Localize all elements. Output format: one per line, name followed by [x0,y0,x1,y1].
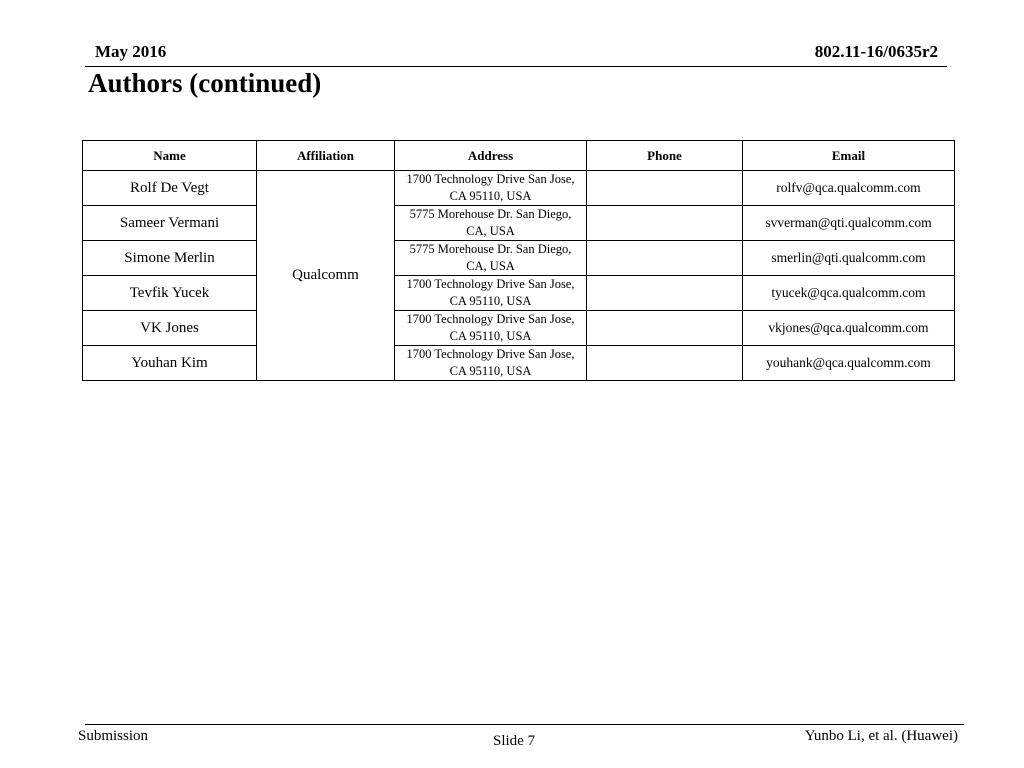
authors-table [82,140,955,381]
footer-submission: Submission [78,728,149,744]
footer-authors: Yunbo Li, et al. (Huawei) [804,728,958,744]
author-address: 1700 Technology Drive San Jose, CA 95110, USA [395,311,587,346]
author-address: 1700 Technology Drive San Jose, CA 95110, USA [395,346,587,381]
author-email: vkjones@qca.qualcomm.com [743,311,955,346]
author-email: svverman@qti.qualcomm.com [743,206,955,241]
author-phone [587,241,743,276]
author-address: 5775 Morehouse Dr. San Diego, CA, USA [395,206,587,241]
column-header-email: Email [743,141,955,171]
author-address: 5775 Morehouse Dr. San Diego, CA, USA [395,241,587,276]
author-name: Simone Merlin [83,241,257,276]
table-row [83,311,955,346]
column-header-address: Address [395,141,587,171]
table-row [83,241,955,276]
author-email: rolfv@qca.qualcomm.com [743,171,955,206]
table-row [83,276,955,311]
footer-divider [85,724,964,725]
author-phone [587,311,743,346]
author-address: 1700 Technology Drive San Jose, CA 95110, USA [395,171,587,206]
table-row [83,206,955,241]
author-affiliation: Qualcomm [257,171,395,381]
author-phone [587,346,743,381]
author-phone [587,276,743,311]
header-date: May 2016 [95,42,167,61]
author-address: 1700 Technology Drive San Jose, CA 95110, USA [395,276,587,311]
slide-title: Authors (continued) [88,68,322,98]
author-name: Youhan Kim [83,346,257,381]
author-email: smerlin@qti.qualcomm.com [743,241,955,276]
header-doc-number: 802.11-16/0635r2 [814,42,938,61]
author-name: Rolf De Vegt [83,171,257,206]
author-name: Sameer Vermani [83,206,257,241]
author-name: VK Jones [83,311,257,346]
author-phone [587,171,743,206]
author-email: tyucek@qca.qualcomm.com [743,276,955,311]
author-name: Tevfik Yucek [83,276,257,311]
footer-slide-number: Slide 7 [493,733,536,749]
author-email: youhank@qca.qualcomm.com [743,346,955,381]
column-header-affiliation: Affiliation [257,141,395,171]
column-header-phone: Phone [587,141,743,171]
table-row [83,171,955,206]
column-header-name: Name [83,141,257,171]
table-row [83,346,955,381]
author-phone [587,206,743,241]
table-header-row [83,141,955,171]
